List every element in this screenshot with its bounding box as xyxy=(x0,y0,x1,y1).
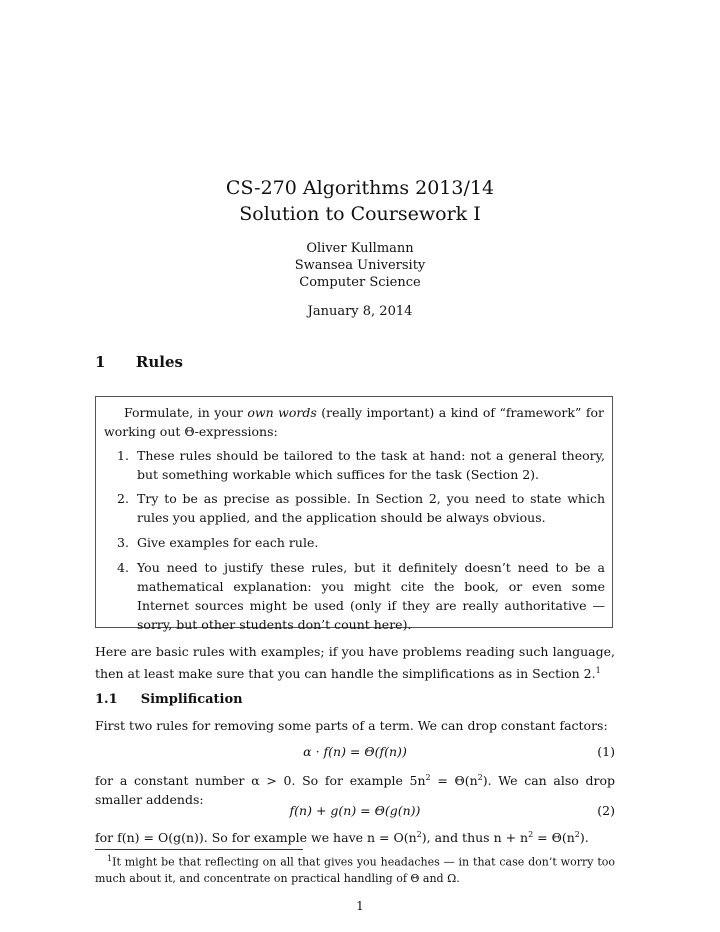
emphasis-own-words: own words xyxy=(247,405,317,420)
section-number: 1 xyxy=(95,353,106,371)
task-item-4: 4. You need to justify these rules, but it definitely doesn’t need to be a mathematical explanation: you might cite the book, or even some Internet sources might be used (only if they are really authoritative — sorry, but other students don’t count here). xyxy=(117,560,605,632)
paper-title xyxy=(0,175,720,227)
task-item-1: 1. These rules should be tailored to the task at hand: not a general theory, but something workable which suffices for the task (Section 2). xyxy=(117,448,605,482)
task-intro: Formulate, in your own words (really important) a kind of “framework” for working out Θ-expressions: xyxy=(104,405,604,439)
equation-1-number: (1) xyxy=(597,744,615,759)
task-item-2: 2. Try to be as precise as possible. In Section 2, you need to state which rules you applied, and the application should be always obvious. xyxy=(117,491,605,525)
title-line-1: CS-270 Algorithms 2013/14 xyxy=(225,177,495,199)
footnote-divider xyxy=(95,849,303,850)
section-title: Rules xyxy=(135,353,183,371)
author-name: Oliver Kullmann xyxy=(306,241,414,256)
affiliation-university: Swansea University xyxy=(294,258,426,273)
between-equations-text: for a constant number α > 0. So for example $5n^2 = \Theta(n^2)$. We can also drop smaller addends: xyxy=(95,773,615,808)
equation-2-number: (2) xyxy=(597,803,615,818)
affiliation-department: Computer Science xyxy=(299,275,421,290)
section-heading-rules xyxy=(95,353,183,371)
author-block xyxy=(0,240,720,291)
footnote-mark: 1 xyxy=(595,666,601,675)
after-equation-text: for f(n) = O(g(n)). So for example we have $n = O(n^2)$, and thus $n + n^2 = \Theta(n^2)$. xyxy=(95,830,589,846)
paper-date: January 8, 2014 xyxy=(307,304,413,319)
equation-2 xyxy=(95,801,615,821)
subsection-heading-simplification xyxy=(95,692,243,707)
footnote-number: 1 xyxy=(107,854,113,863)
body-paragraph: Here are basic rules with examples; if you have problems reading such language, then at least make sure that you can handle the simplifications as in Section 2.$^1$ xyxy=(95,644,615,682)
footnote xyxy=(95,851,615,887)
equation-1-formula: α · f(n) = Θ(f(n)) xyxy=(303,744,407,759)
task-item-3: 3. Give examples for each rule. xyxy=(117,535,319,550)
simplification-intro: First two rules for removing some parts of a term. We can drop constant factors: xyxy=(95,718,608,733)
equation-2-formula: f(n) + g(n) = Θ(g(n)) xyxy=(289,803,421,818)
equation-1 xyxy=(95,742,615,762)
subsection-title: Simplification xyxy=(140,692,243,707)
page-number: 1 xyxy=(356,899,364,913)
subsection-number: 1.1 xyxy=(95,692,118,707)
title-line-2: Solution to Coursework I xyxy=(239,203,481,225)
footnote-text: It might be that reflecting on all that gives you headaches — in that case don’t worry too much about it, and concentrate on practical handling of Θ and Ω. xyxy=(95,855,615,885)
